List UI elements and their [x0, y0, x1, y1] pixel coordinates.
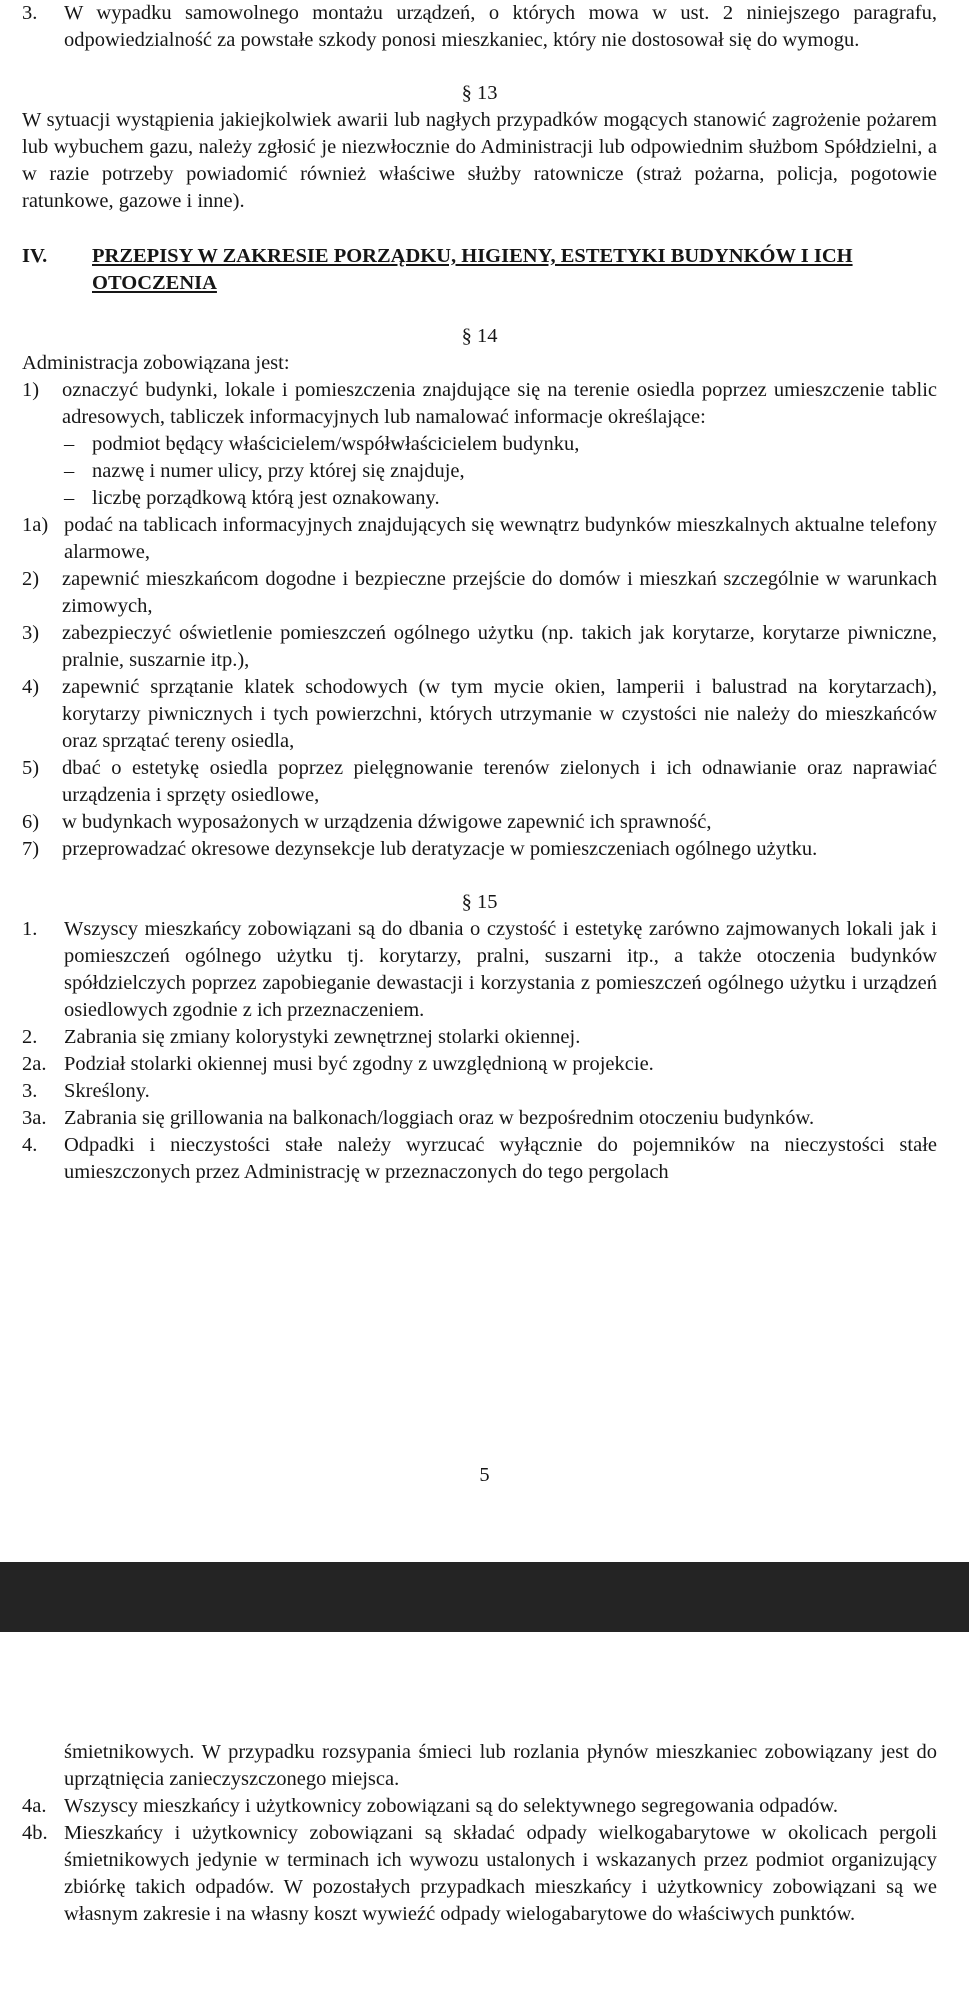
s14-dash-item — [22, 458, 937, 485]
item-text: dbać o estetykę osiedla poprzez pielęgnowanie terenów zielonych i ich odnawianie oraz naprawiać urządzenia i sprzęty osiedlowe, — [62, 757, 937, 806]
dash-mark: – — [64, 487, 75, 509]
item-text: Zabrania się grillowania na balkonach/loggiach oraz w bezpośrednim otoczeniu budynków. — [64, 1107, 815, 1129]
item-text: zapewnić mieszkańcom dogodne i bezpieczne przejście do domów i mieszkań szczególnie w warunkach zimowych, — [62, 568, 937, 617]
item-text: Mieszkańcy i użytkownicy zobowiązani są składać odpady wielkogabarytowe w okolicach pergoli śmietnikowych jedynie w terminach ich wywozu ustalonych i wskazanych przez podmiot organizujący zbiórkę takich odpadów. W pozostałych przypadkach mieszkańcy i użytkownicy zobowiązani są we własnym zakresie i na własny koszt wywieźć odpady wielogabarytowe do właściwych punktów. — [64, 1822, 937, 1925]
item-text: Podział stolarki okiennej musi być zgodny z uwzględnioną w projekcie. — [64, 1053, 654, 1075]
s15-item — [22, 1024, 937, 1051]
item-text: w budynkach wyposażonych w urządzenia dźwigowe zapewnić ich sprawność, — [62, 811, 712, 833]
item-text: oznaczyć budynki, lokale i pomieszczenia znajdujące się na terenie osiedla poprzez umieszczenie tablic adresowych, tabliczek informacyjnych lub namalować informacje określające: — [62, 379, 937, 428]
item-number: 3) — [22, 622, 40, 644]
item-number: 3a. — [22, 1107, 47, 1129]
continuation-text: śmietnikowych. W przypadku rozsypania śmieci lub rozlania płynów mieszkaniec zobowiązany jest do uprzątnięcia zanieczyszczonego miejsca. — [64, 1741, 937, 1790]
s14-dash-item — [22, 485, 937, 512]
page-content — [0, 1739, 969, 1928]
item-number: 6) — [22, 811, 40, 833]
s15-item — [22, 1051, 937, 1078]
item-text: Skreślony. — [64, 1080, 150, 1102]
section-13-title: § 13 — [461, 82, 498, 104]
s15-item — [22, 916, 937, 1024]
s15-item — [22, 1793, 937, 1820]
item-text: Odpadki i nieczystości stałe należy wyrzucać wyłącznie do pojemników na nieczystości stałe umieszczonych przez Administrację w przeznaczonych do tego pergolach — [64, 1134, 937, 1183]
section-14-intro: Administracja zobowiązana jest: — [22, 352, 290, 374]
s14-dash-item — [22, 431, 937, 458]
item-text: Zabrania się zmiany kolorystyki zewnętrznej stolarki okiennej. — [64, 1026, 581, 1048]
item-text: zabezpieczyć oświetlenie pomieszczeń ogólnego użytku (np. takich jak korytarze, korytarze piwniczne, pralnie, suszarnie itp.), — [62, 622, 937, 671]
item-number: 1) — [22, 379, 40, 401]
dash-mark: – — [64, 433, 75, 455]
section-13-text: W sytuacji wystąpienia jakiejkolwiek awarii lub nagłych przypadków mogących stanowić zagrożenie pożarem lub wybuchem gazu, należy zgłosić je niezwłocznie do Administracji lub odpowiednim służbom Spółdzielni, a w razie potrzeby powiadomić również właściwe służby ratownicze (straż pożarna, policja, pogotowie ratunkowe, gazowe i inne). — [22, 109, 937, 212]
s14-item — [22, 809, 937, 836]
s15-item — [22, 1820, 937, 1928]
section-15-title: § 15 — [461, 891, 498, 913]
chapter-number: IV. — [22, 245, 48, 267]
chapter-title: PRZEPISY W ZAKRESIE PORZĄDKU, HIGIENY, ESTETYKI BUDYNKÓW I ICH OTOCZENIA — [92, 245, 853, 294]
item-number: 2) — [22, 568, 40, 590]
item-number: 7) — [22, 838, 40, 860]
item-number: 4) — [22, 676, 40, 698]
item-number: 4a. — [22, 1795, 47, 1817]
s14-item — [22, 620, 937, 674]
item-text: podać na tablicach informacyjnych znajdujących się wewnątrz budynków mieszkalnych aktualne telefony alarmowe, — [64, 514, 937, 563]
item-number: 4. — [22, 1134, 38, 1156]
item-number: 3. — [22, 1080, 38, 1102]
section-14-title: § 14 — [461, 325, 498, 347]
item-number: 2. — [22, 1026, 38, 1048]
item-number: 3. — [22, 2, 38, 24]
s15-item — [22, 1132, 937, 1186]
item-text: Wszyscy mieszkańcy zobowiązani są do dbania o czystość i estetykę zarówno zajmowanych lokali jak i pomieszczeń ogólnego użytku tj. korytarzy, pralni, suszarni itp., a także otoczenia budynków spółdzielczych poprzez zapobieganie dewastacji i korzystania z pomieszczeń ogólnego użytku i urządzeń osiedlowych zgodnie z ich przeznaczeniem. — [64, 918, 937, 1021]
item-number: 2a. — [22, 1053, 47, 1075]
s12-item-3 — [22, 0, 937, 54]
item-number: 1a) — [22, 514, 49, 536]
document-page-6 — [0, 1632, 969, 2000]
s14-item — [22, 674, 937, 755]
dash-mark: – — [64, 460, 75, 482]
s14-item — [22, 566, 937, 620]
item-text: W wypadku samowolnego montażu urządzeń, o których mowa w ust. 2 niniejszego paragrafu, odpowiedzialność za powstałe szkody ponosi mieszkaniec, który nie dostosował się do wymogu. — [64, 2, 937, 51]
item-text: Wszyscy mieszkańcy i użytkownicy zobowiązani są do selektywnego segregowania odpadów. — [64, 1795, 839, 1817]
item-text: przeprowadzać okresowe dezynsekcje lub deratyzacje w pomieszczeniach ogólnego użytku. — [62, 838, 818, 860]
item-text: zapewnić sprzątanie klatek schodowych (w tym mycie okien, lamperii i balustrad na korytarzach), korytarzy piwnicznych i tych powierzchni, których utrzymanie w czystości nie należy do mieszkańców oraz sprzątać tereny osiedla, — [62, 676, 937, 752]
s14-item — [22, 755, 937, 809]
page-separator — [0, 1562, 969, 1632]
s14-item — [22, 377, 937, 431]
item-number: 5) — [22, 757, 40, 779]
dash-text: podmiot będący właścicielem/współwłaścicielem budynku, — [92, 433, 580, 455]
dash-text: nazwę i numer ulicy, przy której się znajduje, — [92, 460, 465, 482]
item-number: 1. — [22, 918, 38, 940]
chapter-heading — [22, 243, 937, 297]
page-number: 5 — [479, 1464, 490, 1486]
s15-item — [22, 1078, 937, 1105]
s14-item — [22, 836, 937, 863]
s15-item — [22, 1105, 937, 1132]
item-number: 4b. — [22, 1822, 48, 1844]
dash-text: liczbę porządkową którą jest oznakowany. — [92, 487, 440, 509]
s14-item — [22, 512, 937, 566]
